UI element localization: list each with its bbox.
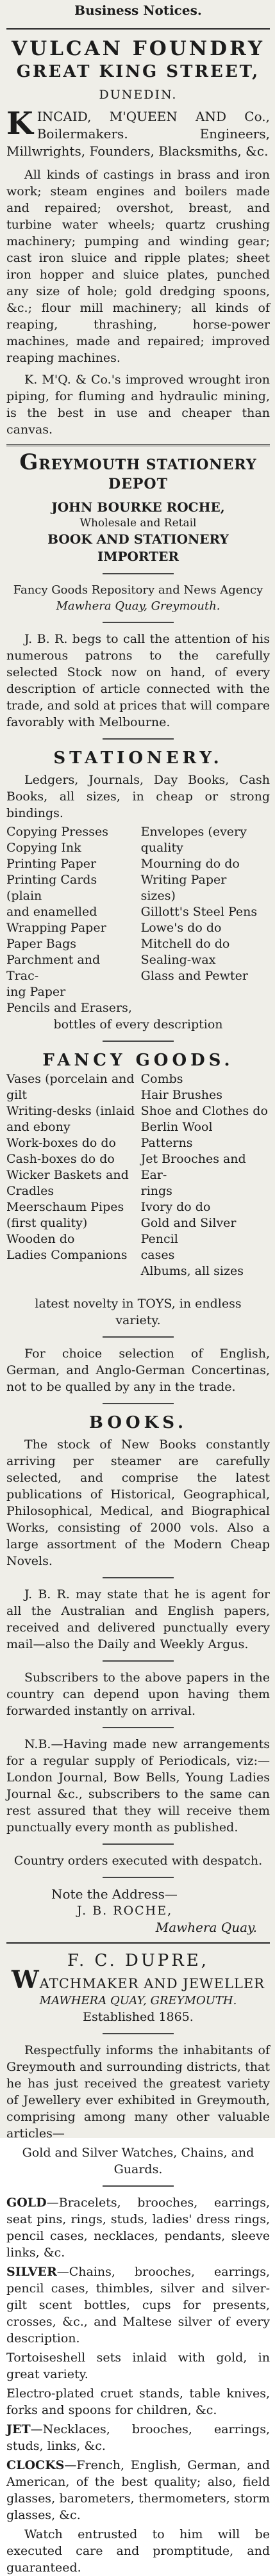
fancy-item: Wooden do <box>6 1232 75 1246</box>
stationery-title: STATIONERY. <box>53 749 223 768</box>
stationery-item: Writing Paper <box>140 873 227 887</box>
subscribers-text: Subscribers to the above papers in the country can depend upon having them forwarded instantly on arrival. <box>6 1671 270 1718</box>
roche-title <box>6 450 270 494</box>
divider <box>103 622 174 623</box>
stationery-item: Copying Presses <box>6 825 108 839</box>
stationery-right-column <box>141 824 270 1016</box>
roche-advert <box>6 450 270 1936</box>
dupre-para1: Respectfully informs the inhabitants of Greymouth and surrounding districts, that he has just received the greatest variety of Jewellery ever exhibited in Greymouth, comprising among many other valuable articles— <box>6 2043 270 2141</box>
fancy-item: Meerschaum Pipes <box>6 1200 124 1214</box>
stationery-item: Lowe's do do <box>140 921 222 935</box>
dupre-dropcap: W <box>11 1965 40 1994</box>
stationery-item: Glass and Pewter <box>140 969 248 983</box>
dupre-watch: Watch entrusted to him will be executed care and promptitude, and guaranteed. <box>6 2527 270 2575</box>
stationery-left-column <box>6 824 141 1016</box>
dupre-trade-text: ATCHMAKER AND JEWELLER <box>39 1976 265 1991</box>
fancy-tail: latest novelty in TOYS, in endless variety. <box>35 1297 242 1327</box>
dupre-established: Established 1865. <box>83 2010 194 2024</box>
dupre-silver <box>6 2264 270 2347</box>
roche-trade: BOOK AND STATIONERY IMPORTER <box>47 531 229 564</box>
fancy-item: Wicker Baskets and <box>6 1168 129 1182</box>
clock-text: —French, English, German, and American, of the best quality; also, field glasses, barometers, thermometers, storm glasses, &c. <box>6 2458 270 2522</box>
dupre-gold-silver: Gold and Silver Watches, Chains, and Guards. <box>22 2146 254 2176</box>
silver-key: SILVER <box>6 2265 57 2279</box>
fancy-item: Cash-boxes do do <box>6 1152 115 1166</box>
fancy-item: rings <box>140 1184 172 1198</box>
vulcan-title: VULCAN FOUNDRY <box>12 37 265 60</box>
stationery-item: Wrapping Paper <box>6 921 106 935</box>
books-title: BOOKS. <box>88 1413 188 1432</box>
stationery-intro: Ledgers, Journals, Day Books, Cash Books, all sizes, in cheap or strong bindings. <box>6 773 270 820</box>
fancy-item: Vases (porcelain and <box>6 1072 135 1086</box>
stationery-item: Printing Paper <box>6 857 97 871</box>
divider <box>103 1041 174 1042</box>
stationery-item: Mourning do do <box>140 857 240 871</box>
stationery-item: Printing Cards (plain <box>6 873 97 903</box>
fancy-item: Combs <box>140 1072 183 1086</box>
signature-name: J. B. ROCHE, <box>77 1904 173 1918</box>
dupre-trade <box>6 1965 270 1994</box>
vulcan-street: GREAT KING STREET, <box>16 62 260 81</box>
fancy-item: cases <box>140 1248 175 1262</box>
vulcan-town: DUNEDIN. <box>99 88 178 102</box>
roche-name: JOHN BOURKE ROCHE, <box>51 499 225 515</box>
vulcan-dropcap: K <box>6 106 33 142</box>
concertinas-text: For choice selection of English, German, and Anglo-German Concertinas, not to be qualled by any in the trade. <box>6 1347 270 1394</box>
fancy-item: Ladies Companions <box>6 1248 128 1262</box>
divider <box>103 573 174 574</box>
dupre-name: F. C. DUPRE, <box>67 1951 210 1970</box>
fancy-item: Berlin Wool <box>140 1120 213 1134</box>
fancy-item: Shoe and Clothes do <box>140 1104 268 1118</box>
vulcan-para1: All kinds of castings in brass and iron work; steam engines and boilers made and repaired; overshot, breast, and turbine water wheels; quartz crushing machinery; pumping and winding gear; cast iron sluice and ripple plates; sheet iron hopper and sluice plates, punched any size of hole; gold dredging spoons, &c.; flour mill machinery; all kinds of reaping, thrashing, horse-power machines, made and repaired; improved reaping machines. <box>6 168 270 365</box>
stationery-item: Pencils and Erasers, <box>6 1001 132 1015</box>
fancy-left-column <box>6 1071 141 1295</box>
stationery-item: sizes) <box>140 889 176 903</box>
stationery-item: Copying Ink <box>6 841 81 855</box>
divider <box>6 444 270 446</box>
dupre-electro: Electro-plated cruet stands, table knives, forks and spoons for children, &c. <box>6 2386 270 2417</box>
vulcan-para2: K. M'Q. & Co.'s improved wrought iron piping, for fluming and hydraulic mining, is the best in use and cheaper than canvas. <box>6 373 270 437</box>
fancy-item <box>141 1279 270 1295</box>
divider <box>103 1403 174 1404</box>
jet-key: JET <box>6 2422 31 2436</box>
divider <box>103 1727 174 1728</box>
roche-address: Mawhera Quay, Greymouth. <box>56 599 221 613</box>
section-heading: Business Notices. <box>74 3 202 18</box>
fancy-item: Cradles <box>6 1184 54 1198</box>
nb-text: N.B.—Having made new arrangements for a regular supply of Periodicals, viz:—London Journal, Bow Bells, Young Ladies Journal &c., subscribers to the same can rest assured that they will receive them punctually every month as published. <box>6 1737 270 1835</box>
fancy-item: Hair Brushes <box>140 1088 222 1102</box>
books-text: The stock of New Books constantly arriving per steamer are carefully selected, and comprise the latest publications of Historical, Geographical, Philosophical, Medical, and Biographical Works, consisting of 2000 vols. Also a large assortment of the Modern Cheap Novels. <box>6 1438 270 1568</box>
divider <box>103 1577 174 1578</box>
dupre-tortoise: Tortoiseshell sets inlaid with gold, in great variety. <box>6 2351 270 2381</box>
fancy-right-column <box>141 1071 270 1295</box>
divider <box>103 738 174 740</box>
divider <box>103 1336 174 1338</box>
signature-place: Mawhera Quay. <box>155 1920 257 1935</box>
gold-text: —Bracelets, brooches, earrings, seat pins, rings, studs, ladies' dress rings, pencil cases, necklaces, pendants, sleeve links, &c. <box>6 2196 270 2260</box>
divider <box>6 1942 270 1944</box>
divider <box>103 1660 174 1662</box>
stationery-item: Paper Bags <box>6 937 76 951</box>
roche-dropcap: G <box>19 450 39 475</box>
stationery-item: quality <box>140 841 183 855</box>
fancy-item: Writing-desks (inlaid <box>6 1104 135 1118</box>
divider <box>6 28 270 30</box>
divider <box>103 1843 174 1845</box>
fancy-item: Ivory do do <box>140 1200 211 1214</box>
stationery-item: Mitchell do do <box>140 937 230 951</box>
stationery-item: Envelopes (every <box>140 825 247 839</box>
roche-agency: Fancy Goods Repository and News Agency <box>13 583 263 597</box>
dupre-clock <box>6 2457 270 2523</box>
fancy-item: (first quality) <box>6 1216 88 1230</box>
vulcan-intro-text: INCAID, M'QUEEN AND Co., Boilermakers. Engineers, Millwrights, Founders, Blacksmiths, &c. <box>6 109 270 159</box>
dupre-gold <box>6 2194 270 2261</box>
roche-wholesale: Wholesale and Retail <box>79 517 197 530</box>
fancy-item: Gold and Silver Pencil <box>140 1216 237 1246</box>
clock-key: CLOCKS <box>6 2458 65 2472</box>
roche-para1: J. B. R. begs to call the attention of his numerous patrons to the carefully selected Stock now on hand, of every description of article connected with the trade, and sold at prices that will compare favorably with Melbourne. <box>6 632 270 729</box>
fancy-item: Albums, all sizes <box>140 1264 244 1278</box>
divider <box>103 2185 174 2187</box>
roche-title-text: REYMOUTH STATIONERY DEPOT <box>38 457 257 492</box>
vulcan-advert <box>6 36 270 438</box>
stationery-tail: bottles of every description <box>53 1017 223 1032</box>
divider <box>103 1877 174 1878</box>
stationery-list <box>6 824 270 1016</box>
stationery-item: Parchment and Trac- <box>6 953 101 983</box>
gold-key: GOLD <box>6 2196 47 2210</box>
note-address: Note the Address— <box>51 1886 178 1902</box>
divider <box>103 2033 174 2034</box>
stationery-item: Sealing-wax <box>140 953 216 967</box>
dupre-address: MAWHERA QUAY, GREYMOUTH. <box>39 1994 237 2007</box>
fancy-item: Jet Brooches and Ear- <box>140 1152 246 1182</box>
fancy-item: and ebony <box>6 1120 71 1134</box>
silver-text: —Chains, brooches, earrings, pencil cases, thimbles, silver and silver-gilt scent bottles, cups for presents, crosses, &c., and Maltese silver of every description. <box>6 2265 270 2345</box>
stationery-item: ing Paper <box>6 985 66 999</box>
fancy-item: Work-boxes do do <box>6 1136 116 1150</box>
fancy-title: FANCY GOODS. <box>42 1051 234 1070</box>
fancy-item: Patterns <box>140 1136 193 1150</box>
vulcan-intro <box>6 108 270 160</box>
jet-text: —Necklaces, brooches, earrings, studs, links, &c. <box>6 2422 270 2453</box>
stationery-item: Gillott's Steel Pens <box>140 905 258 919</box>
dupre-advert <box>6 1950 270 2576</box>
country-orders: Country orders executed with despatch. <box>13 1854 263 1868</box>
stationery-item: and enamelled <box>6 905 97 919</box>
dupre-jet <box>6 2421 270 2454</box>
agent-text: J. B. R. may state that he is agent for all the Australian and English papers, received and delivered punctually every mail—also the Daily and Weekly Argus. <box>6 1587 270 1651</box>
fancy-item: gilt <box>6 1088 27 1102</box>
fancy-list <box>6 1071 270 1295</box>
